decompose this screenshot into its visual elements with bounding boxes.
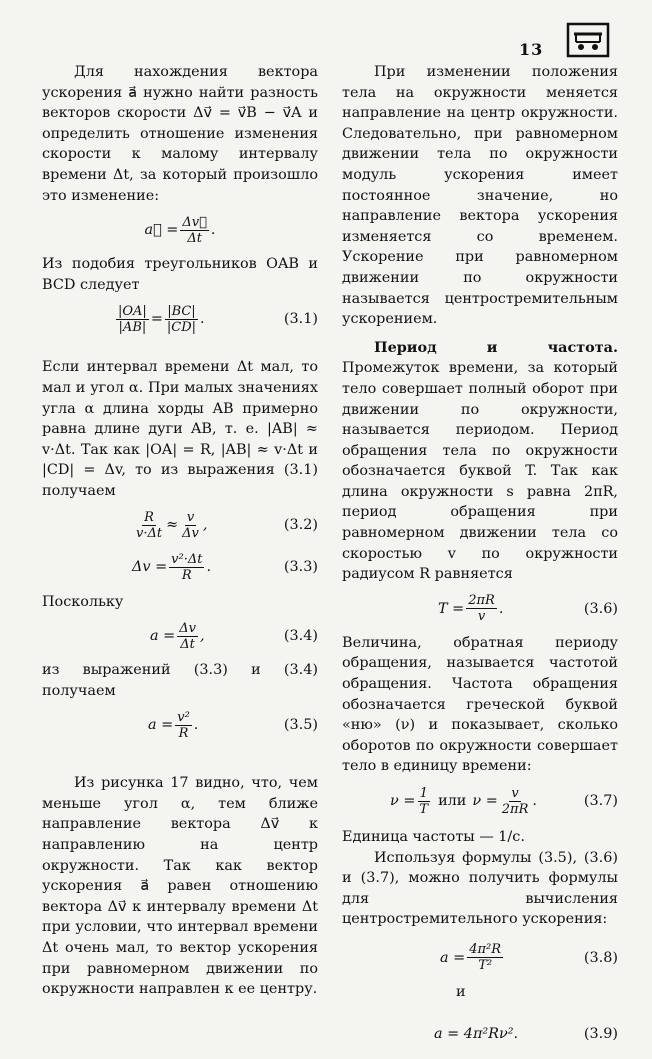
denominator: T² bbox=[478, 958, 493, 974]
cart-icon bbox=[566, 22, 610, 58]
fraction bbox=[417, 786, 430, 817]
paragraph: Из рисунка 17 видно, что, чем меньше угол α, тем ближе направление вектора Δv⃗ к направлению на центр окружности. Так как вектор ускорения a⃗ равен отношению вектора Δv⃗ к интервалу времени Δt при условии, что интервал времени Δt очень мал, то вектор ускорения при равномерном движении по окружности направлен к ее центру. bbox=[42, 775, 318, 998]
fraction bbox=[134, 510, 164, 541]
equation-3-2 bbox=[42, 508, 318, 544]
paragraph: Поскольку bbox=[42, 593, 124, 610]
fraction bbox=[500, 786, 531, 817]
equation-3-1 bbox=[42, 301, 318, 337]
eq-tail: . bbox=[532, 792, 537, 809]
equation-3-3 bbox=[42, 550, 318, 586]
equation-3-8 bbox=[342, 940, 618, 976]
fraction bbox=[175, 710, 192, 741]
denominator: Δv bbox=[182, 526, 199, 541]
eq-lhs: ν = bbox=[390, 792, 416, 809]
eq-tail: . bbox=[210, 221, 216, 238]
fraction bbox=[180, 215, 209, 246]
equation-3-9 bbox=[342, 1017, 618, 1053]
section-heading: Период и частота. bbox=[374, 338, 618, 356]
eq-sign: = bbox=[150, 311, 163, 328]
paragraph: При изменении положения тела на окружности меняется направление на центр окружности. Следовательно, при равномерном движении тела по окружности модуль ускорения имеет постоянное значение, но направление вектора ускорения изменяется со временем. Ускорение при равномерном движении по окружности называется центростремительным ускорением. bbox=[342, 64, 618, 328]
denominator: 2πR bbox=[501, 801, 529, 817]
equation-number: (3.3) bbox=[283, 559, 318, 576]
denominator: |AB| bbox=[118, 319, 147, 335]
eq-conjunction: или bbox=[438, 792, 467, 809]
numerator: v²·Δt bbox=[171, 552, 203, 567]
denominator: T bbox=[419, 801, 429, 817]
numerator: v² bbox=[177, 709, 190, 725]
equation bbox=[42, 212, 318, 248]
paragraph: Единица частоты — 1/с. bbox=[342, 829, 525, 845]
equation-number: (3.8) bbox=[583, 949, 618, 966]
eq-lhs: a⃗ = bbox=[144, 221, 179, 238]
eq-lhs: ν = bbox=[472, 792, 498, 809]
denominator: Δt bbox=[187, 230, 202, 246]
equation-number: (3.9) bbox=[583, 1026, 618, 1043]
numerator: 1 bbox=[419, 785, 428, 801]
paragraph: Для нахождения вектора ускорения a⃗ нужно найти разность векторов скорости Δv⃗ = v⃗B − v⃗A и определить отношение изменения скорости к малому интервалу времени Δt, за который произошло это изменение: bbox=[42, 64, 318, 204]
fraction bbox=[467, 942, 503, 973]
paragraph: Используя формулы (3.5), (3.6) и (3.7), можно получить формулы для вычисления центростремительного ускорения: bbox=[342, 849, 618, 928]
equation-number: (3.7) bbox=[583, 792, 618, 809]
eq-lhs: a = bbox=[148, 716, 174, 733]
paragraph: Из подобия треугольников OAB и BCD следует bbox=[42, 256, 318, 293]
fraction bbox=[169, 552, 204, 583]
numerator: Δv bbox=[179, 620, 196, 636]
numerator: Δv⃗ bbox=[182, 214, 207, 230]
eq-expression: a = 4π²Rν². bbox=[434, 1026, 519, 1043]
eq-lhs: T = bbox=[438, 600, 465, 617]
eq-lhs: Δv = bbox=[132, 559, 168, 576]
equation-3-7 bbox=[342, 783, 618, 819]
numerator: |BC| bbox=[167, 303, 196, 319]
numerator: v bbox=[186, 510, 195, 525]
eq-tail: , bbox=[199, 627, 205, 644]
eq-tail: . bbox=[200, 311, 205, 328]
fraction bbox=[177, 621, 198, 652]
fraction bbox=[180, 510, 201, 541]
denominator: Δt bbox=[180, 636, 195, 652]
equation-3-6 bbox=[342, 591, 618, 627]
equation-3-4 bbox=[42, 618, 318, 654]
equation-3-5 bbox=[42, 707, 318, 743]
denominator: |CD| bbox=[166, 319, 197, 335]
paragraph bbox=[342, 338, 618, 585]
numerator: R bbox=[144, 510, 154, 525]
numerator: v bbox=[511, 785, 519, 801]
left-column bbox=[42, 62, 318, 1000]
denominator: R bbox=[178, 725, 189, 741]
equation-number: (3.6) bbox=[583, 600, 618, 617]
denominator: R bbox=[181, 568, 192, 583]
eq-tail: . bbox=[498, 600, 504, 617]
numerator: 4π²R bbox=[469, 942, 502, 958]
eq-lhs: a = bbox=[440, 949, 466, 966]
equation-number: (3.5) bbox=[283, 716, 318, 733]
eq-sign: ≈ bbox=[166, 517, 179, 534]
fraction bbox=[165, 304, 198, 335]
eq-lhs: a = bbox=[150, 627, 176, 644]
right-column bbox=[342, 62, 618, 1059]
denominator: v bbox=[477, 609, 486, 625]
numerator: |OA| bbox=[118, 303, 147, 319]
eq-tail: , bbox=[202, 517, 208, 534]
conjunction: и bbox=[456, 983, 466, 1000]
paragraph: из выражений (3.3) и (3.4) получаем bbox=[42, 662, 318, 699]
denominator: v·Δt bbox=[136, 526, 163, 541]
numerator: 2πR bbox=[468, 593, 495, 609]
page-number: 13 bbox=[519, 40, 544, 59]
eq-tail: . bbox=[206, 559, 212, 576]
paragraph-text: Промежуток времени, за который тело совершает полный оборот при движении по окружности, называется периодом. Период обращения тела по окружности обозначается буквой T. Так как длина окружности s равна 2πR, период обращения при равномерном движении тела со скоростью v по окружности радиусом R равняется bbox=[342, 360, 618, 583]
fraction bbox=[116, 304, 149, 335]
fraction bbox=[466, 593, 497, 624]
equation-number: (3.2) bbox=[283, 517, 318, 534]
equation-number: (3.4) bbox=[283, 627, 318, 644]
eq-tail: . bbox=[193, 716, 199, 733]
equation-number: (3.1) bbox=[283, 311, 318, 328]
paragraph: Если интервал времени Δt мал, то мал и угол α. При малых значениях угла α длина хорды AB примерно равна длине дуги AB, т. е. |AB| ≈ v·Δt. Так как |OA| = R, |AB| ≈ v·Δt и |CD| = Δv, то из выражения (3.1) получаем bbox=[42, 359, 318, 499]
paragraph: Величина, обратная периоду обращения, называется частотой обращения. Частота обращения обозначается греческой буквой «ню» (ν) и показывает, сколько оборотов по окружности совершает тело в единицу времени: bbox=[342, 634, 618, 775]
